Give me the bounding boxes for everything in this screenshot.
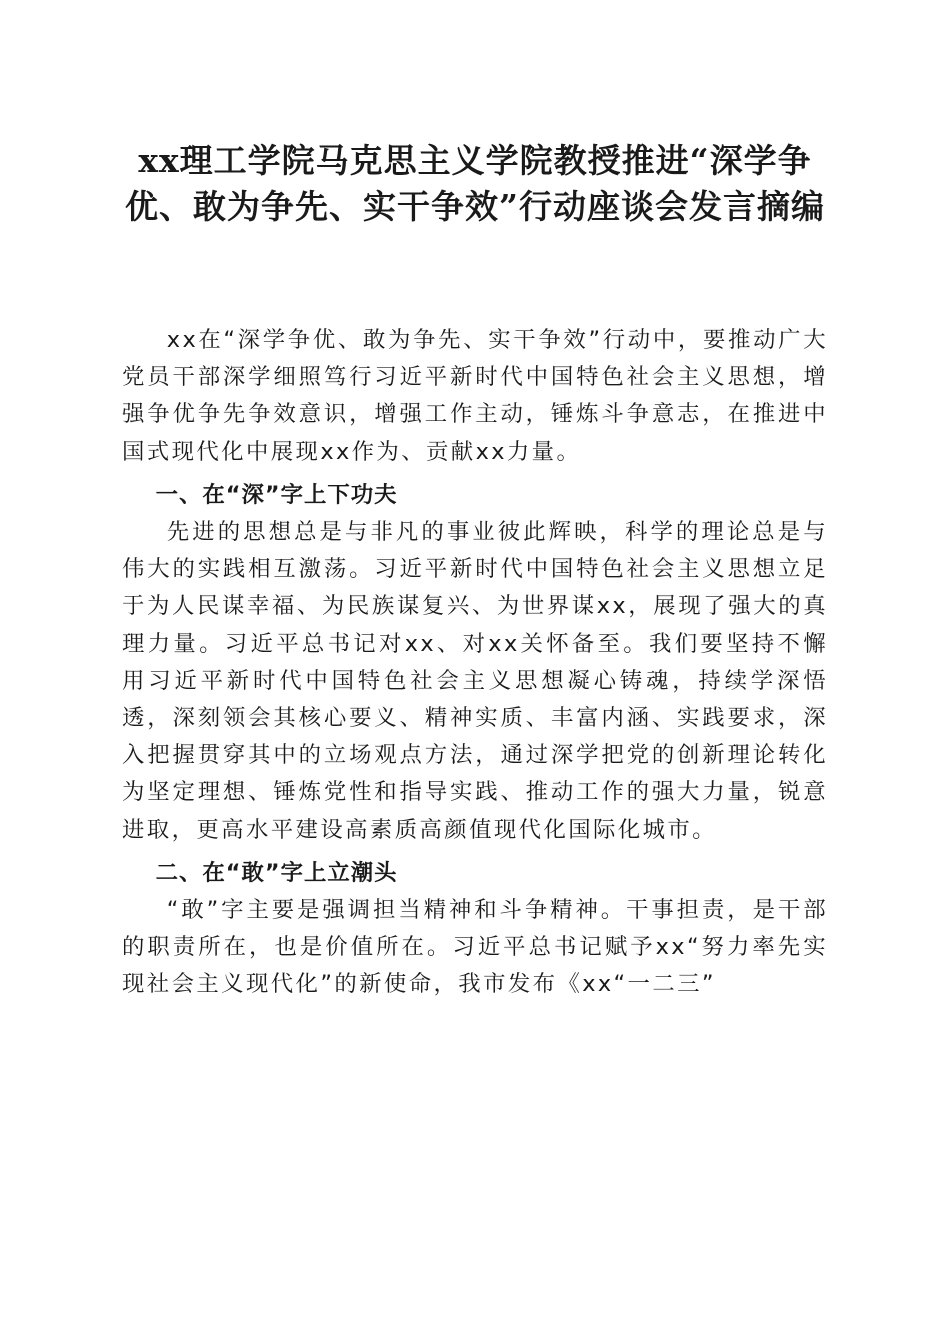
- document-body: [122, 322, 828, 1004]
- document-title: xx理工学院马克思主义学院教授推进“深学争优、敢为争先、实干争效”行动座谈会发言摘编: [125, 141, 825, 226]
- section-heading-2: 二、在“敢”字上立潮头: [155, 859, 398, 886]
- intro-paragraph: xx在“深学争优、敢为争先、实干争效”行动中，要推动广大党员干部深学细照笃行习近平新时代中国特色社会主义思想，增强争优争先争效意识，增强工作主动，锤炼斗争意志，在推进中国式现代化中展现xx作为、贡献xx力量。: [122, 327, 828, 465]
- section-paragraph-1: 先进的思想总是与非凡的事业彼此辉映，科学的理论总是与伟大的实践相互激荡。习近平新时代中国特色社会主义思想立足于为人民谋幸福、为民族谋复兴、为世界谋xx，展现了强大的真理力量。习近平总书记对xx、对xx关怀备至。我们要坚持不懈用习近平新时代中国特色社会主义思想凝心铸魂，持续学深悟透，深刻领会其核心要义、精神实质、丰富内涵、实践要求，深入把握贯穿其中的立场观点方法，通过深学把党的创新理论转化为坚定理想、锤炼党性和指导实践、推动工作的强大力量，锐意进取，更高水平建设高素质高颜值现代化国际化城市。: [122, 519, 828, 843]
- section-heading-1: 一、在“深”字上下功夫: [155, 481, 398, 508]
- section-paragraph-2: “敢”字主要是强调担当精神和斗争精神。干事担责，是干部的职责所在，也是价值所在。习近平总书记赋予xx“努力率先实现社会主义现代化”的新使命，我市发布《xx“一二三”: [122, 897, 828, 998]
